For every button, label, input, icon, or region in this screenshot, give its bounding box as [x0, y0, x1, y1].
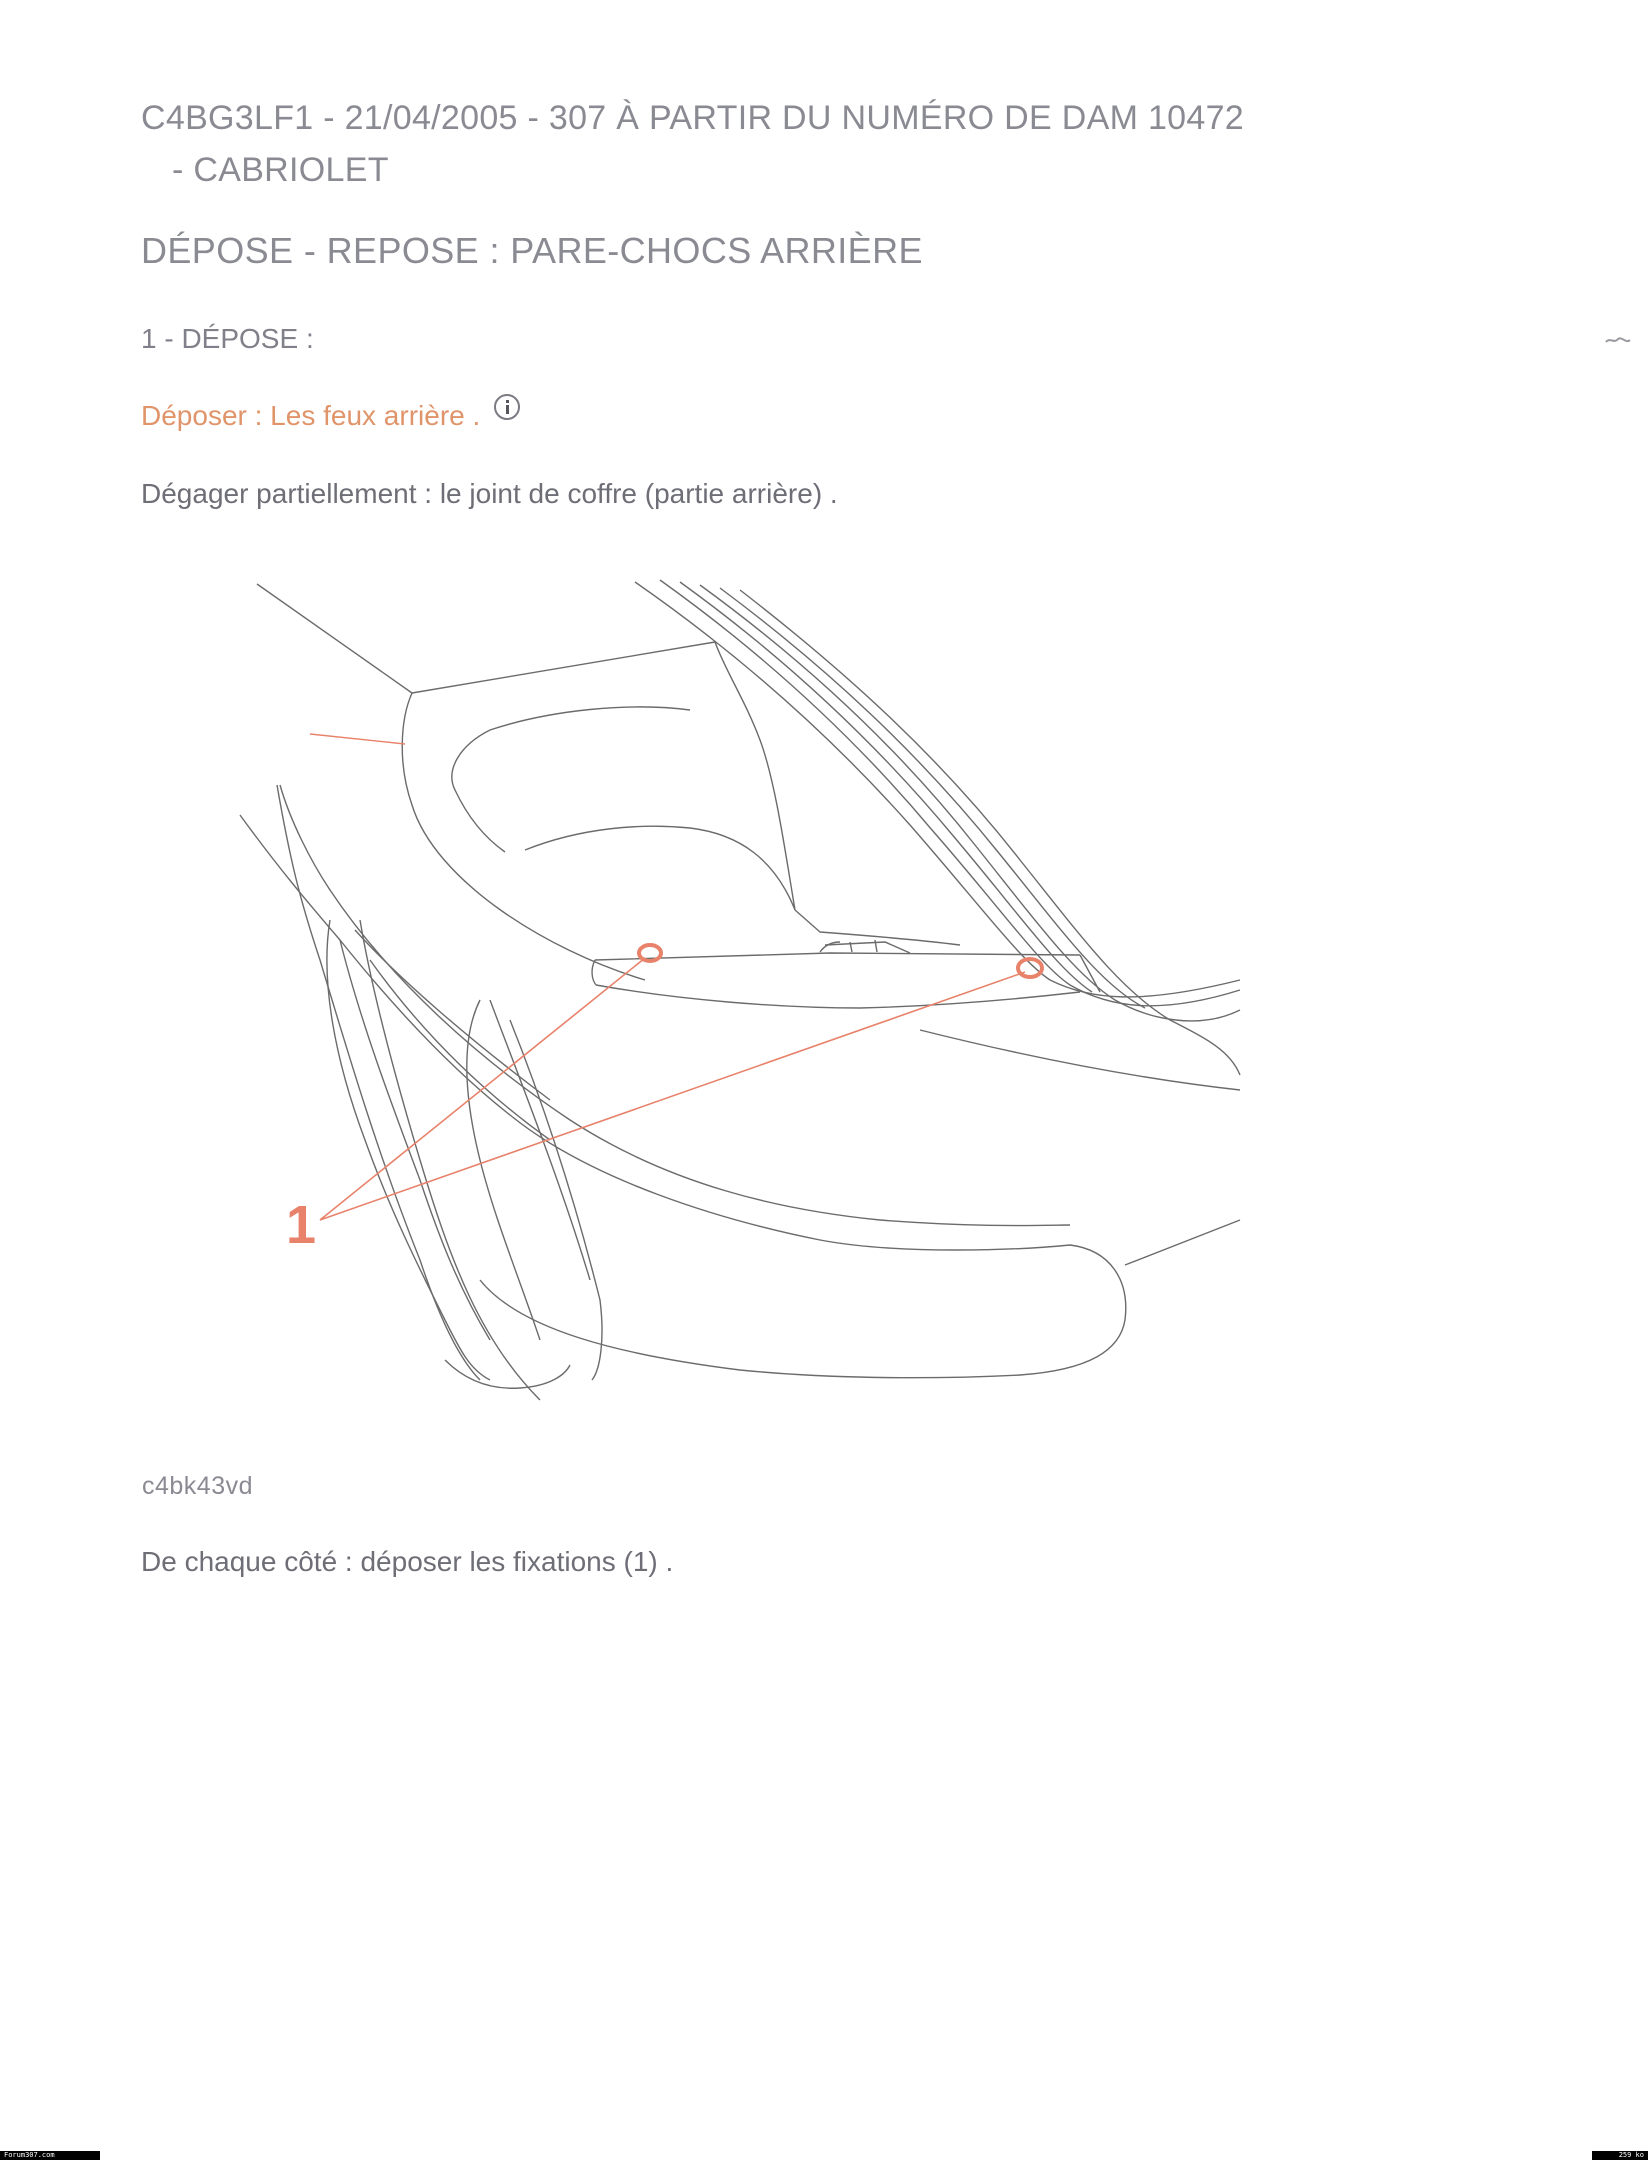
tail-lights-link[interactable]: Déposer : Les feux arrière . [141, 400, 481, 431]
fixation-marker-right [1018, 959, 1042, 977]
instruction-1: Dégager partiellement : le joint de coffre (partie arrière) . [141, 478, 838, 509]
callout-number: 1 [286, 1195, 317, 1255]
document-title [141, 92, 1441, 196]
title-line-2: - CABRIOLET [172, 151, 389, 189]
diagram-line-art [240, 580, 1240, 1400]
title-line-1: C4BG3LF1 - 21/04/2005 - 307 À PARTIR DU NUMÉRO DE DAM 10472 [141, 99, 1244, 137]
diagram-accent-line [310, 734, 405, 744]
bumper-diagram [220, 560, 1370, 1420]
info-icon[interactable] [494, 394, 520, 420]
section-heading: 1 - DÉPOSE : [141, 323, 314, 354]
footer-site-label: Forum307.com [0, 2151, 100, 2160]
procedure-subtitle: DÉPOSE - REPOSE : PARE-CHOCS ARRIÈRE [141, 230, 923, 271]
figure-caption: c4bk43vd [142, 1472, 254, 1500]
instruction-2: De chaque côté : déposer les fixations (1) . [141, 1546, 674, 1577]
footer-size-label: 259 ko [1592, 2151, 1648, 2160]
tail-lights-link-row[interactable] [141, 400, 520, 432]
scan-smudge [1604, 334, 1632, 348]
